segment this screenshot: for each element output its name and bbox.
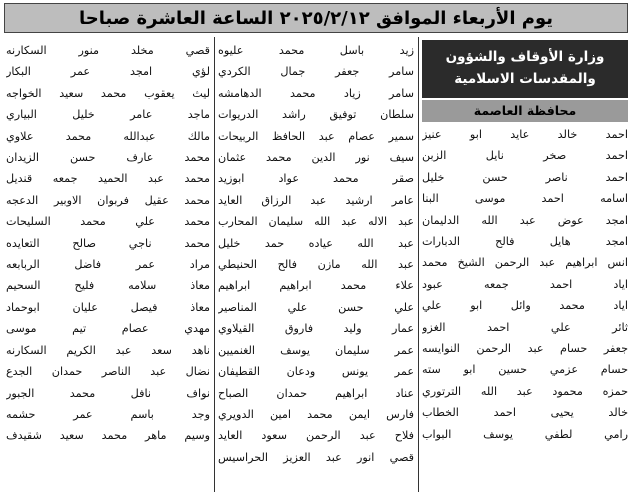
- name-entry: محمد علي محمد السليحات: [6, 215, 210, 229]
- name-entry: جعفر حسام عبد الرحمن النوايسه: [422, 342, 628, 356]
- name-entry: ثائر علي احمد الغزو: [422, 320, 628, 334]
- name-entry: محمد عقيل فربوان الاوبير الدعجه: [6, 193, 210, 207]
- name-entry: عمار وليد فاروق القيلاوي: [218, 322, 414, 336]
- name-entry: ناهد سعد عبد الكريم السكارنه: [6, 343, 210, 357]
- name-entry: عمر يونس ودعان القطيفان: [218, 365, 414, 379]
- name-entry: سلطان توفيق راشد الدريوات: [218, 108, 414, 122]
- governorate-label: محافظة العاصمة: [422, 100, 628, 122]
- names-column-middle: [218, 40, 414, 490]
- name-entry: معاذ فيصل عليان ابوحماد: [6, 300, 210, 314]
- ministry-line-1: وزارة الأوقاف والشؤون: [445, 49, 605, 65]
- name-entry: فارس ايمن محمد امين الدويري: [218, 407, 414, 421]
- name-entry: احمد صخر نايل الزبن: [422, 149, 628, 163]
- column-divider-left: [214, 37, 215, 492]
- name-entry: معاذ سلامه فليح السحيم: [6, 279, 210, 293]
- name-entry: مراد عمر فاضل الربابعه: [6, 258, 210, 272]
- date-headline: يوم الأربعاء الموافق ٢٠٢٥/٢/١٢ الساعة العاشرة صباحا: [4, 3, 628, 33]
- name-entry: اياد احمد جمعه عبود: [422, 277, 628, 291]
- name-entry: زيد باسل محمد عليوه: [218, 44, 414, 57]
- name-entry: محمد عبد الحميد جمعه قنديل: [6, 172, 210, 186]
- name-entry: عبد الله عياده حمد خليل: [218, 236, 414, 250]
- name-entry: خالد يحيى احمد الخطاب: [422, 406, 628, 420]
- name-entry: وجد باسم عمر حشمه: [6, 407, 210, 421]
- name-entry: مهدي عصام تيم موسى: [6, 322, 210, 336]
- name-entry: حسام عزمي حسين ابو سته: [422, 363, 628, 377]
- name-entry: سامر زياد محمد الدهامشه: [218, 86, 414, 100]
- name-entry: قصي انور عبد العزيز الحراسيس: [218, 450, 414, 464]
- name-entry: عناد ابراهيم حمدان الصباح: [218, 386, 414, 400]
- name-entry: سمير عصام عبد الحافظ الربيحات: [218, 129, 414, 143]
- name-entry: وسيم ماهر محمد سعيد شقيدف: [6, 429, 210, 443]
- name-entry: اسامه احمد موسى البنا: [422, 192, 628, 206]
- ministry-line-2: والمقدسات الاسلامية: [454, 71, 596, 87]
- name-entry: مالك عبدالله محمد علاوي: [6, 129, 210, 143]
- name-entry: فلاح عبد الرحمن سعود العايد: [218, 429, 414, 443]
- name-entry: سيف نور الدين محمد عثمان: [218, 151, 414, 165]
- name-entry: رامي لطفي يوسف البواب: [422, 427, 628, 441]
- name-entry: نواف نافل محمد الجبور: [6, 386, 210, 400]
- name-entry: علي حسن علي المناصير: [218, 300, 414, 314]
- name-entry: عبد الاله عبد الله سليمان المحارب: [218, 215, 414, 229]
- name-entry: عمر سليمان يوسف الغنميين: [218, 343, 414, 357]
- name-entry: سامر جعفر جمال الكردي: [218, 65, 414, 79]
- name-entry: محمد ناجي صالح التعايده: [6, 236, 210, 250]
- name-entry: عبد الله مازن فالح الحنيطي: [218, 258, 414, 272]
- names-column-right: [422, 124, 628, 490]
- name-entry: امجد هايل فالح الدبارات: [422, 235, 628, 249]
- column-divider-right: [418, 37, 419, 492]
- name-entry: محمد عارف حسن الزيدان: [6, 151, 210, 165]
- name-entry: اياد محمد وائل ابو علي: [422, 299, 628, 313]
- ministry-header: [422, 40, 628, 98]
- name-entry: عامر ارشيد عبد الرزاق العايد: [218, 193, 414, 207]
- name-entry: قصي مخلد منور السكارنه: [6, 44, 210, 57]
- name-entry: ليث يعقوب محمد سعيد الخواجه: [6, 86, 210, 100]
- name-entry: احمد خالد عايد ابو عنيز: [422, 128, 628, 141]
- name-entry: ماجد عامر خليل البياري: [6, 108, 210, 122]
- names-column-left: [6, 40, 210, 490]
- name-entry: لؤي امجد عمر البكار: [6, 65, 210, 79]
- name-entry: حمزه محمود عبد الله الترتوري: [422, 384, 628, 398]
- name-entry: انس ابراهيم عبد الرحمن الشيخ محمد: [422, 256, 628, 270]
- name-entry: علاء محمد ابراهيم ابراهيم: [218, 279, 414, 293]
- name-entry: احمد ناصر حسن خليل: [422, 170, 628, 184]
- name-entry: امجد عوض عبد الله الدليمان: [422, 213, 628, 227]
- name-entry: نضال عبد الناصر حمدان الجدع: [6, 365, 210, 379]
- name-entry: صقر محمد عواد ابوزيد: [218, 172, 414, 186]
